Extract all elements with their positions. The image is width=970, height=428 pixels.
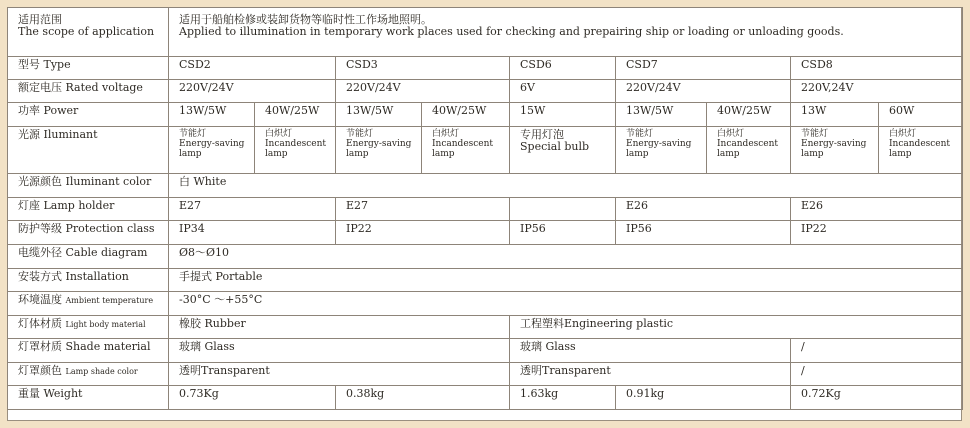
voltage-cell: 220V/24V: [336, 80, 510, 103]
row-cable: [8, 245, 963, 269]
cable-label: 电缆外径 Cable diagram: [8, 245, 169, 269]
illuminant-energy-saving: [336, 127, 422, 174]
power-cell: 40W/25W: [255, 103, 336, 127]
model-cell: CSD7: [616, 57, 791, 80]
row-color: [8, 174, 963, 198]
shade-material-cell: 玻璃 Glass: [510, 339, 791, 363]
ill-zh: 专用灯泡: [520, 128, 564, 141]
power-cell: 60W: [879, 103, 963, 127]
power-cell: 13W: [791, 103, 879, 127]
illuminant-energy-saving: [169, 127, 255, 174]
model-cell: CSD8: [791, 57, 963, 80]
voltage-cell: 6V: [510, 80, 616, 103]
ill-en: lamp: [626, 149, 649, 159]
weight-cell: 1.63kg: [510, 386, 616, 410]
row-protection: [8, 221, 963, 245]
power-cell: 13W/5W: [169, 103, 255, 127]
body-label: [8, 316, 169, 339]
ill-en: Incandescent: [717, 139, 779, 149]
body-material-cell: 橡胶 Rubber: [169, 316, 510, 339]
power-cell: 13W/5W: [336, 103, 422, 127]
row-shade-color: [8, 363, 963, 386]
voltage-label: 额定电压 Rated voltage: [8, 80, 169, 103]
holder-cell: E27: [169, 198, 336, 221]
ill-en: lamp: [346, 149, 369, 159]
weight-cell: 0.38kg: [336, 386, 510, 410]
illuminant-energy-saving: [791, 127, 879, 174]
ill-en: Incandescent: [889, 139, 951, 149]
weight-label: 重量 Weight: [8, 386, 169, 410]
ill-zh: 节能灯: [626, 129, 654, 139]
temperature-label-zh: 环境温度: [18, 293, 62, 306]
protection-cell: IP56: [616, 221, 791, 245]
scope-value-zh: 适用于船舶检修或装卸货物等临时性工作场地照明。: [179, 13, 432, 26]
temperature-label: [8, 292, 169, 316]
installation-label: 安装方式 Installation: [8, 269, 169, 292]
ill-zh: 节能灯: [346, 129, 374, 139]
row-illuminant: [8, 127, 963, 174]
row-holder: [8, 198, 963, 221]
row-installation: [8, 269, 963, 292]
scope-label: [8, 8, 169, 57]
shade-label: 灯罩材质 Shade material: [8, 339, 169, 363]
weight-cell: 0.72Kg: [791, 386, 963, 410]
shade-color-cell: 透明Transparent: [510, 363, 791, 386]
ill-en: Energy-saving: [801, 139, 867, 149]
model-cell: CSD6: [510, 57, 616, 80]
shade-color-cell: /: [791, 363, 963, 386]
holder-cell: [510, 198, 616, 221]
power-cell: 40W/25W: [707, 103, 791, 127]
holder-cell: E26: [616, 198, 791, 221]
voltage-cell: 220V/24V: [616, 80, 791, 103]
spec-table: [7, 7, 963, 410]
protection-cell: IP22: [791, 221, 963, 245]
ill-en: Incandescent: [265, 139, 327, 149]
row-type: [8, 57, 963, 80]
voltage-cell: 220V,24V: [791, 80, 963, 103]
temperature-value: -30°C ～+55°C: [169, 292, 963, 316]
ill-zh: 白炽灯: [432, 129, 460, 139]
body-label-zh: 灯体材质: [18, 317, 62, 330]
scope-value: [169, 8, 963, 57]
body-material-cell: 工程塑料Engineering plastic: [510, 316, 963, 339]
power-cell: 13W/5W: [616, 103, 707, 127]
shade-color-label-zh: 灯罩颜色: [18, 364, 62, 377]
protection-label: 防护等级 Protection class: [8, 221, 169, 245]
row-voltage: [8, 80, 963, 103]
illuminant-incandescent: [707, 127, 791, 174]
temperature-label-en: Ambient temperature: [65, 296, 154, 305]
row-weight: [8, 386, 963, 410]
holder-label: 灯座 Lamp holder: [8, 198, 169, 221]
illuminant-incandescent: [255, 127, 336, 174]
ill-zh: 节能灯: [801, 129, 829, 139]
shade-color-label-en: Lamp shade color: [65, 367, 138, 376]
ill-en: Incandescent: [432, 139, 494, 149]
ill-en: Special bulb: [520, 140, 590, 153]
ill-en: Energy-saving: [179, 139, 245, 149]
color-value: 白 White: [169, 174, 963, 198]
illuminant-label: 光源 Iluminant: [8, 127, 169, 174]
illuminant-incandescent: [879, 127, 963, 174]
shade-material-cell: /: [791, 339, 963, 363]
ill-en: lamp: [265, 149, 288, 159]
weight-cell: 0.91kg: [616, 386, 791, 410]
ill-en: lamp: [889, 149, 912, 159]
scope-label-en: The scope of application: [18, 25, 155, 38]
power-label: 功率 Power: [8, 103, 169, 127]
shade-material-cell: 玻璃 Glass: [169, 339, 510, 363]
protection-cell: IP22: [336, 221, 510, 245]
ill-en: lamp: [801, 149, 824, 159]
weight-cell: 0.73Kg: [169, 386, 336, 410]
ill-zh: 白炽灯: [717, 129, 745, 139]
protection-cell: IP56: [510, 221, 616, 245]
holder-cell: E27: [336, 198, 510, 221]
row-body-material: [8, 316, 963, 339]
row-temperature: [8, 292, 963, 316]
shade-color-label: [8, 363, 169, 386]
holder-cell: E26: [791, 198, 963, 221]
cable-value: Ø8～Ø10: [169, 245, 963, 269]
illuminant-special: [510, 127, 616, 174]
row-shade-material: [8, 339, 963, 363]
ill-zh: 白炽灯: [265, 129, 293, 139]
color-label: 光源颜色 Iluminant color: [8, 174, 169, 198]
scope-label-zh: 适用范围: [18, 13, 62, 26]
row-power: [8, 103, 963, 127]
protection-cell: IP34: [169, 221, 336, 245]
scope-value-en: Applied to illumination in temporary work places used for checking and prepairing ship or loading or unloading goods.: [179, 25, 844, 38]
power-cell: 40W/25W: [422, 103, 510, 127]
shade-color-cell: 透明Transparent: [169, 363, 510, 386]
illuminant-incandescent: [422, 127, 510, 174]
ill-en: lamp: [717, 149, 740, 159]
power-cell: 15W: [510, 103, 616, 127]
model-cell: CSD3: [336, 57, 510, 80]
ill-zh: 白炽灯: [889, 129, 917, 139]
body-label-en: Light body material: [65, 320, 146, 329]
type-label: 型号 Type: [8, 57, 169, 80]
ill-en: lamp: [432, 149, 455, 159]
ill-en: Energy-saving: [626, 139, 692, 149]
ill-zh: 节能灯: [179, 129, 207, 139]
voltage-cell: 220V/24V: [169, 80, 336, 103]
ill-en: lamp: [179, 149, 202, 159]
ill-en: Energy-saving: [346, 139, 412, 149]
illuminant-energy-saving: [616, 127, 707, 174]
model-cell: CSD2: [169, 57, 336, 80]
row-scope: [8, 8, 963, 57]
installation-value: 手提式 Portable: [169, 269, 963, 292]
